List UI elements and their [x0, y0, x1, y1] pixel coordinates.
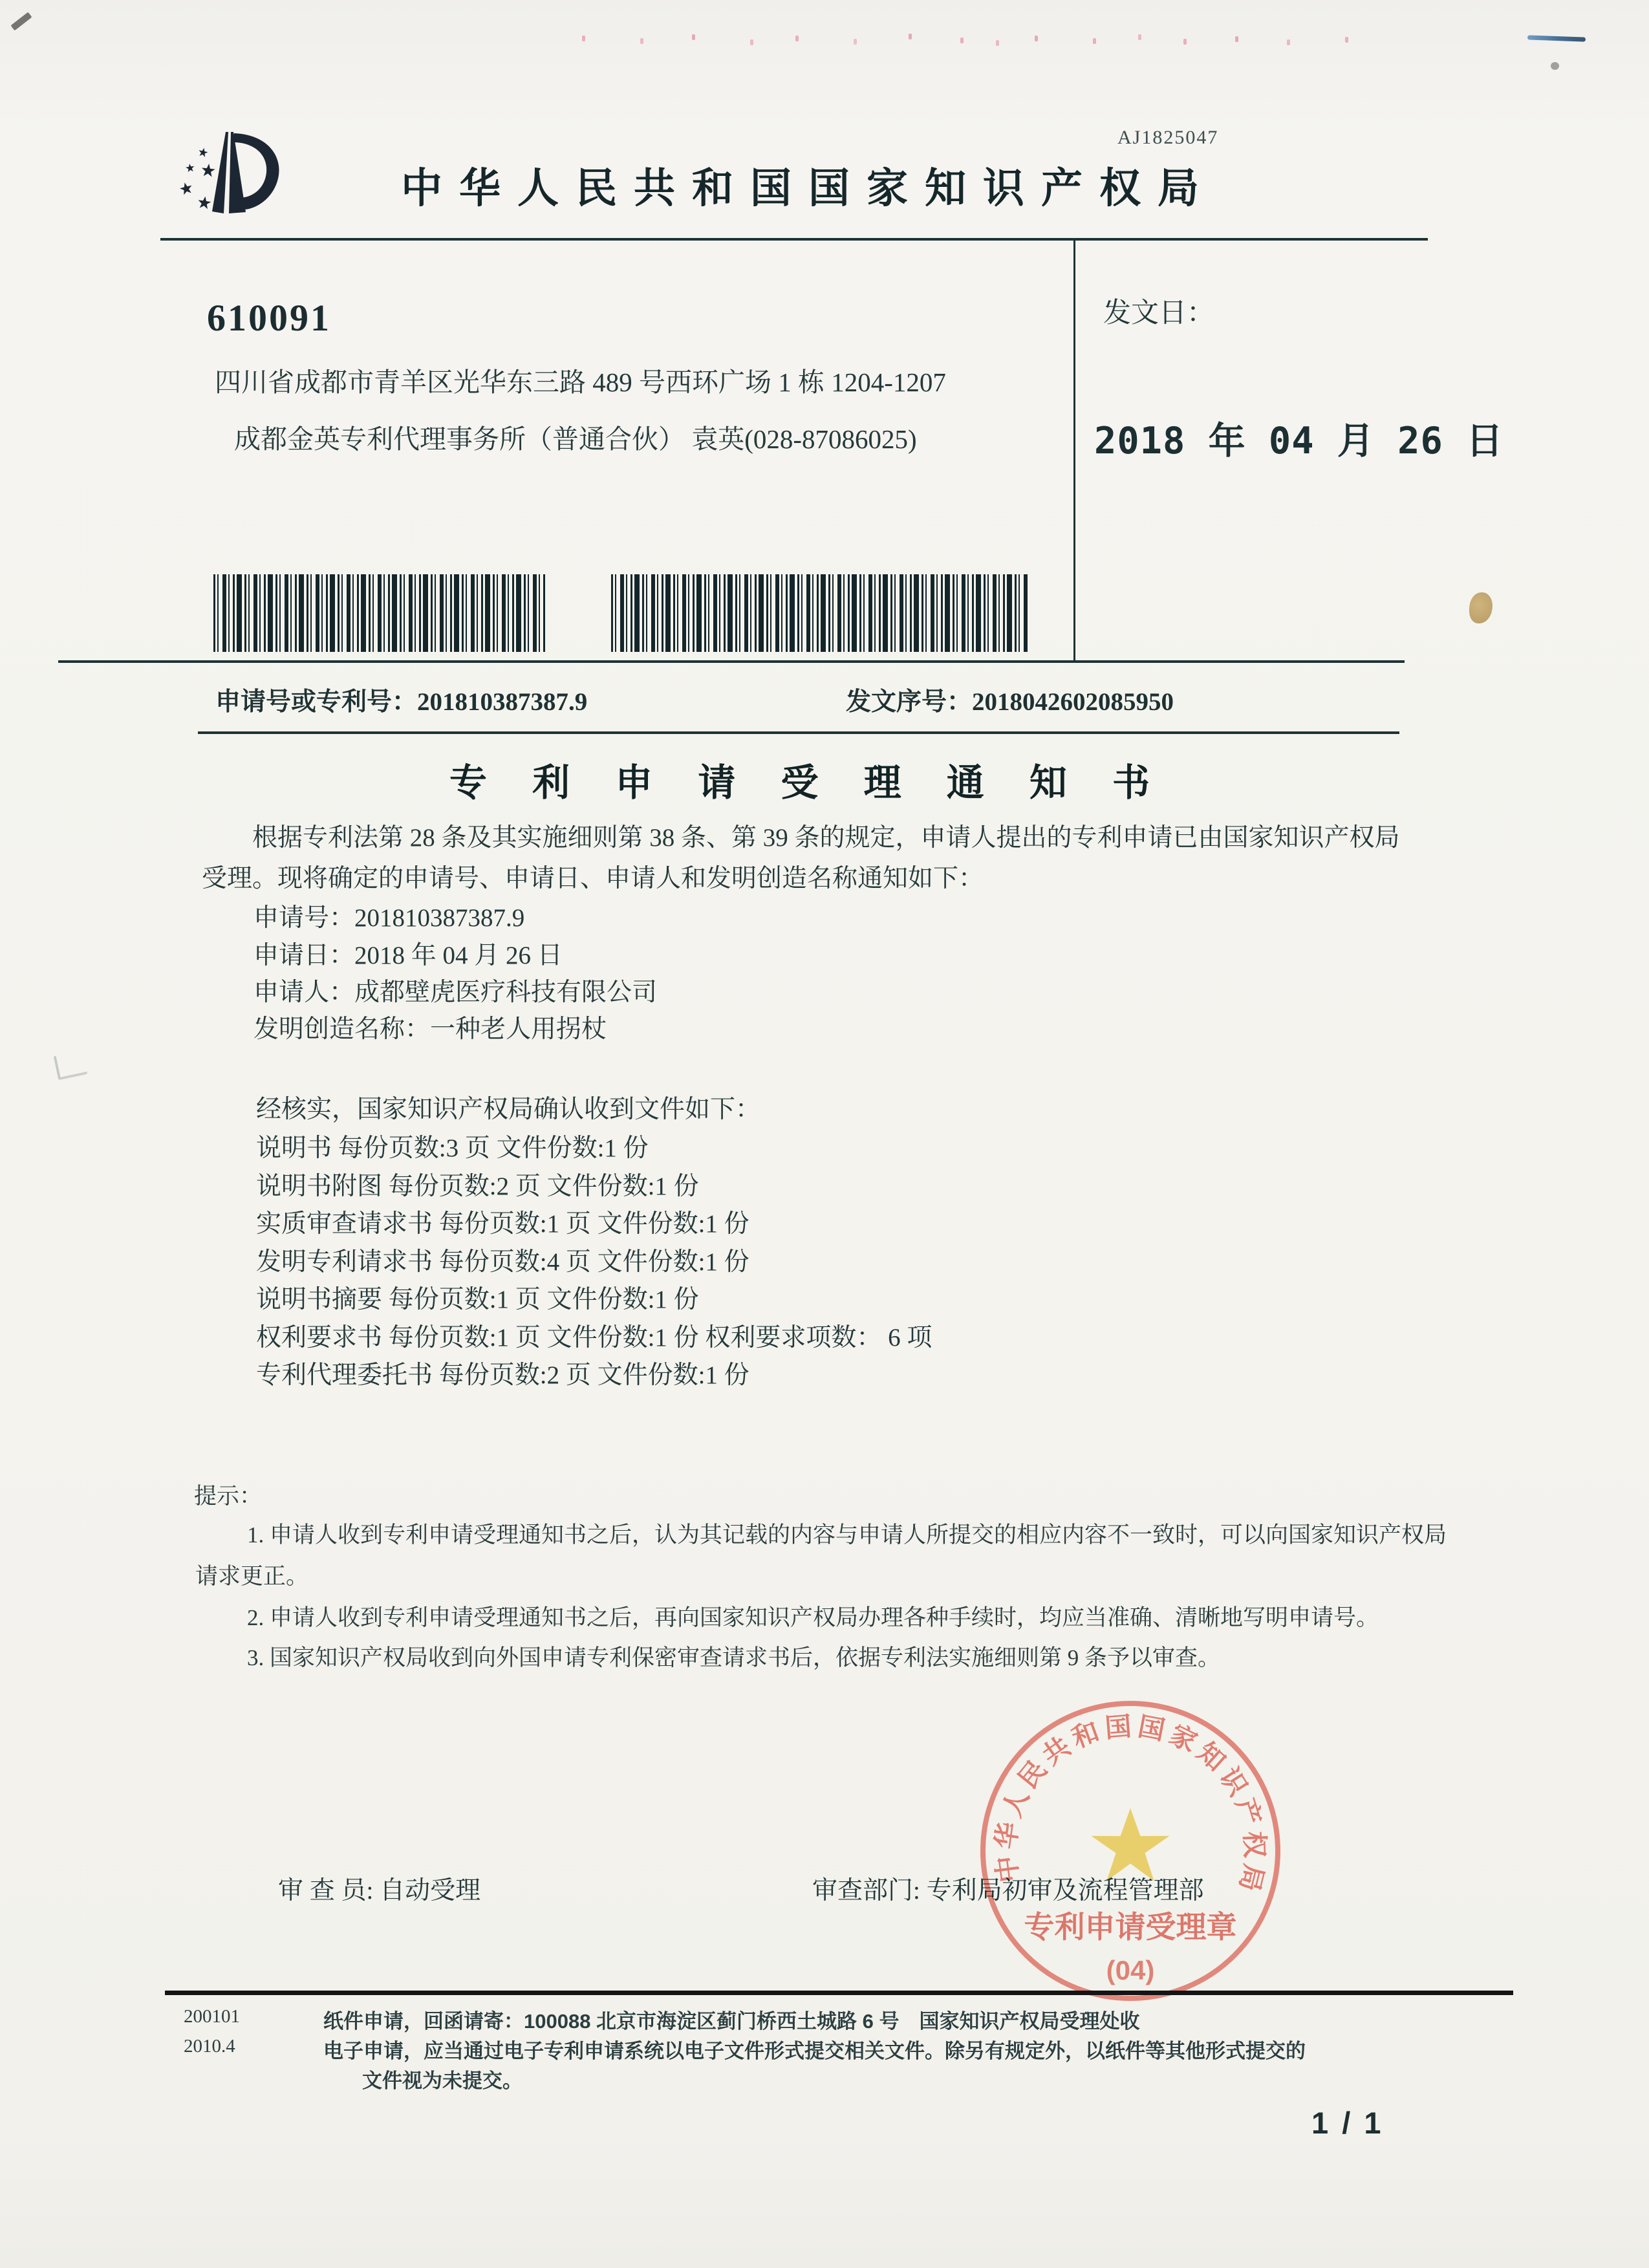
received-file-item: 说明书摘要 每份页数:1 页 文件份数:1 份: [256, 1286, 699, 1313]
notice-title: 专 利 申 请 受 理 通 知 书: [449, 762, 1167, 804]
footer-paper-filing-line: 纸件申请，回函请寄：100088 北京市海淀区蓟门桥西土城路 6 号 国家知识产权局受理处收: [323, 2010, 1140, 2033]
page-title: 中华人民共和国国家知识产权局: [401, 165, 1216, 211]
issue-date-value: 2018 年 04 月 26 日: [1094, 420, 1504, 462]
received-file-item: 实质审查请求书 每份页数:1 页 文件份数:1 份: [256, 1210, 749, 1238]
application-number-label: 申请号或专利号：: [215, 688, 418, 716]
recipient-address: 四川省成都市青羊区光华东三路 489 号西环广场 1 栋 1204-1207: [215, 367, 946, 397]
tip-note3: 3. 国家知识产权局收到向外国申请专利保密审查请求书后，依据专利法实施细则第 9 条予以审查。: [247, 1645, 1221, 1670]
barcode-right: [611, 574, 1028, 652]
received-file-item: 说明书附图 每份页数:2 页 文件份数:1 份: [256, 1172, 699, 1200]
serial-number-row: [846, 682, 1174, 718]
detail-application-date: [253, 935, 563, 971]
department-label: 审查部门:: [812, 1877, 920, 1905]
stamp-arc-text: 中华人民共和国国家知识产权局: [990, 1711, 1270, 1899]
document-code: AJ1825047: [1117, 127, 1219, 148]
application-number-row: [215, 682, 587, 718]
issue-date-label: 发文日：: [1103, 298, 1214, 329]
footer-efiling-line1: 电子申请，应当通过电子专利申请系统以电子文件形式提交相关文件。除另有规定外，以纸件等其他形式提交的: [323, 2040, 1306, 2062]
acceptance-seal-stamp: [976, 1697, 1284, 2005]
examiner-row: [278, 1870, 480, 1906]
detail-applicant: [253, 972, 657, 1008]
body-paragraph-line2: 受理。现将确定的申请号、申请日、申请人和发明创造名称通知如下：: [202, 865, 984, 892]
tip-note1-line2: 请求更正。: [195, 1564, 309, 1589]
detail-application-no: [253, 898, 524, 934]
barcode-left: [213, 574, 546, 652]
received-file-item: 发明专利请求书 每份页数:4 页 文件份数:1 份: [256, 1248, 749, 1276]
detail-label: 发明创造名称：: [253, 1015, 431, 1043]
detail-value: 2018 年 04 月 26 日: [354, 942, 563, 969]
received-files-intro: 经核实，国家知识产权局确认收到文件如下：: [256, 1096, 761, 1123]
detail-value: 一种老人用拐杖: [430, 1015, 607, 1043]
footer-rule: [165, 1991, 1513, 1995]
tip-note1-line1: 1. 申请人收到专利申请受理通知书之后，认为其记载的内容与申请人所提交的相应内容不一致时，可以向国家知识产权局: [247, 1522, 1447, 1548]
detail-value: 201810387387.9: [354, 904, 525, 932]
form-code-line1: 200101: [184, 2006, 240, 2027]
serial-number-label: 发文序号：: [846, 688, 973, 716]
scan-speckle-row: [582, 36, 585, 41]
received-file-item: 权利要求书 每份页数:1 页 文件份数:1 份 权利要求项数： 6 项: [256, 1324, 932, 1352]
received-file-item: 说明书 每份页数:3 页 文件份数:1 份: [256, 1134, 649, 1162]
form-code-line2: 2010.4: [184, 2036, 235, 2057]
header-rule: [160, 238, 1428, 241]
numbers-row-top-rule: [58, 660, 1405, 663]
scan-pencil-mark: [54, 1050, 88, 1081]
application-number-value: 201810387387.9: [417, 688, 588, 716]
detail-value: 成都壁虎医疗科技有限公司: [354, 978, 658, 1006]
tips-heading: 提示：: [194, 1484, 263, 1509]
department-value: 专利局初审及流程管理部: [926, 1877, 1204, 1905]
detail-label: 申请号：: [253, 904, 355, 932]
footer-efiling-line2: 文件视为未提交。: [362, 2069, 523, 2092]
scan-brown-stain: [1469, 592, 1493, 623]
scan-corner-mark: [11, 12, 32, 31]
body-paragraph-line1: 根据专利法第 28 条及其实施细则第 38 条、第 39 条的规定，申请人提出的专利申请已由国家知识产权局: [252, 824, 1400, 852]
stamp-line2: (04): [1106, 1955, 1155, 1985]
detail-label: 申请人：: [253, 978, 355, 1006]
recipient-agency: 成都金英专利代理事务所（普通合伙） 袁英(028-87086025): [234, 424, 917, 454]
stamp-line1: 专利申请受理章: [1024, 1910, 1237, 1944]
detail-label: 申请日：: [253, 942, 355, 969]
page-number: 1 / 1: [1311, 2106, 1384, 2140]
sipo-logo-icon: [176, 128, 292, 222]
scan-blue-mark: [1527, 35, 1586, 41]
examiner-value: 自动受理: [380, 1877, 481, 1905]
scan-gray-dot: [1551, 62, 1559, 70]
received-file-item: 专利代理委托书 每份页数:2 页 文件份数:1 份: [256, 1361, 749, 1389]
address-date-divider: [1073, 238, 1075, 662]
examiner-label: 审 查 员:: [278, 1877, 374, 1905]
stamp-star: [1092, 1808, 1170, 1881]
serial-number-value: 2018042602085950: [972, 688, 1174, 716]
numbers-row-bottom-rule: [198, 731, 1399, 734]
detail-invention-title: [253, 1009, 607, 1045]
tip-note2: 2. 申请人收到专利申请受理通知书之后，再向国家知识产权局办理各种手续时，均应当准确、清晰地写明申请号。: [247, 1605, 1379, 1630]
postal-code: 610091: [207, 297, 331, 339]
